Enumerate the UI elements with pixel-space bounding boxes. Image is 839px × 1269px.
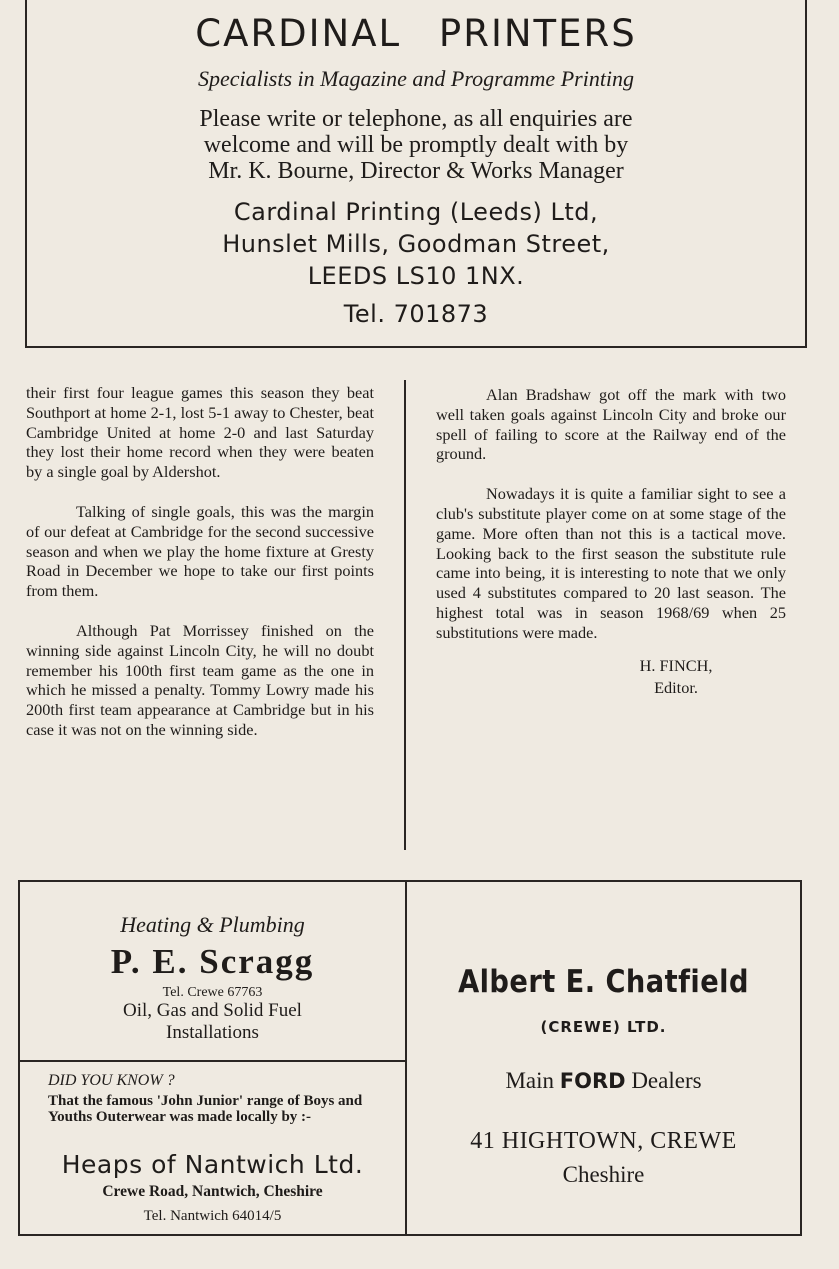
article-paragraph: Nowadays it is quite a familiar sight to see a club's substitute player come on at some stage of the game. More often than not this is a tactical move. Looking back to the first season the substitute rule came into being, it is interesting to note that we only used 4 substitutes compared to 20 last season. The highest total was in season 1968/69 when 25 substitutions were made. xyxy=(436,484,786,642)
article-paragraph: Although Pat Morrissey finished on the winning side against Lincoln City, he will no doubt remember his 100th first team game as the one in which he missed a penalty. Tommy Lowry made his 200th first team appearance at Cambridge but in his case it was not on the winning side. xyxy=(26,620,374,739)
editor-signature xyxy=(436,655,786,699)
article-left-column xyxy=(26,383,374,760)
signature-role: Editor. xyxy=(654,677,698,697)
services-line: Oil, Gas and Solid Fuel xyxy=(123,1000,302,1021)
article-paragraph: Alan Bradshaw got off the mark with two well taken goals against Lincoln City and broke our spell of failing to score at the Railway end of the ground. xyxy=(436,385,786,464)
enquiry-line: Please write or telephone, as all enquiries are xyxy=(199,106,633,132)
ad-category: Heating & Plumbing xyxy=(120,912,305,937)
company-line: Cardinal Printing (Leeds) Ltd, xyxy=(233,198,599,226)
ad-enquiry-text xyxy=(27,106,805,184)
article-paragraph: their first four league games this season they beat Southport at home 2-1, lost 5-1 away to Chester, beat Cambridge United at home 2-0 and last Saturday they lost their home record when they were beaten by a single goal by Aldershot. xyxy=(26,383,374,482)
ad-business-name: Albert E. Chatfield xyxy=(458,964,749,1000)
ad-address: Crewe Road, Nantwich, Cheshire xyxy=(102,1183,323,1200)
ad-heading: DID YOU KNOW ? xyxy=(48,1072,175,1089)
ad-fact-text: That the famous 'John Junior' range of Boys and Youths Outerwear was made locally by :- xyxy=(48,1093,363,1125)
ad-title: CARDINAL PRINTERS xyxy=(195,12,637,55)
ad-tagline: Specialists in Magazine and Programme Printing xyxy=(197,66,635,91)
column-divider xyxy=(404,380,406,850)
ad-county: Cheshire xyxy=(562,1162,645,1187)
ad-company-address xyxy=(27,196,805,292)
dealers-prefix: Main xyxy=(505,1068,554,1093)
article-right-column xyxy=(436,385,786,699)
ad-services xyxy=(20,1000,405,1044)
services-line: Installations xyxy=(166,1022,259,1043)
scragg-ad xyxy=(18,880,407,1062)
ad-address: 41 HIGHTOWN, CREWE xyxy=(470,1128,737,1154)
ad-phone: Tel. 701873 xyxy=(343,300,489,328)
dealers-suffix: Dealers xyxy=(631,1068,702,1093)
company-line: LEEDS LS10 1NX. xyxy=(307,262,525,290)
enquiry-line: Mr. K. Bourne, Director & Works Manager xyxy=(208,158,624,184)
chatfield-ad xyxy=(405,880,802,1236)
ad-phone: Tel. Crewe 67763 xyxy=(162,985,263,1000)
ad-dealers-line xyxy=(407,1068,800,1094)
dealers-brand: FORD xyxy=(559,1069,626,1093)
enquiry-line: welcome and will be promptly dealt with by xyxy=(203,132,629,158)
ad-subtitle: (CREWE) LTD. xyxy=(540,1018,667,1036)
heaps-of-nantwich-ad xyxy=(18,1060,407,1236)
signature-name: H. FINCH, xyxy=(639,655,713,675)
ad-business-name: P. E. Scragg xyxy=(110,942,315,981)
ad-business-name: Heaps of Nantwich Ltd. xyxy=(61,1150,364,1179)
cardinal-printers-ad xyxy=(25,0,807,348)
company-line: Hunslet Mills, Goodman Street, xyxy=(222,230,610,258)
ad-phone: Tel. Nantwich 64014/5 xyxy=(143,1208,282,1224)
article-paragraph: Talking of single goals, this was the margin of our defeat at Cambridge for the second successive season and when we play the home fixture at Gresty Road in December we hope to take our first points from them. xyxy=(26,501,374,601)
